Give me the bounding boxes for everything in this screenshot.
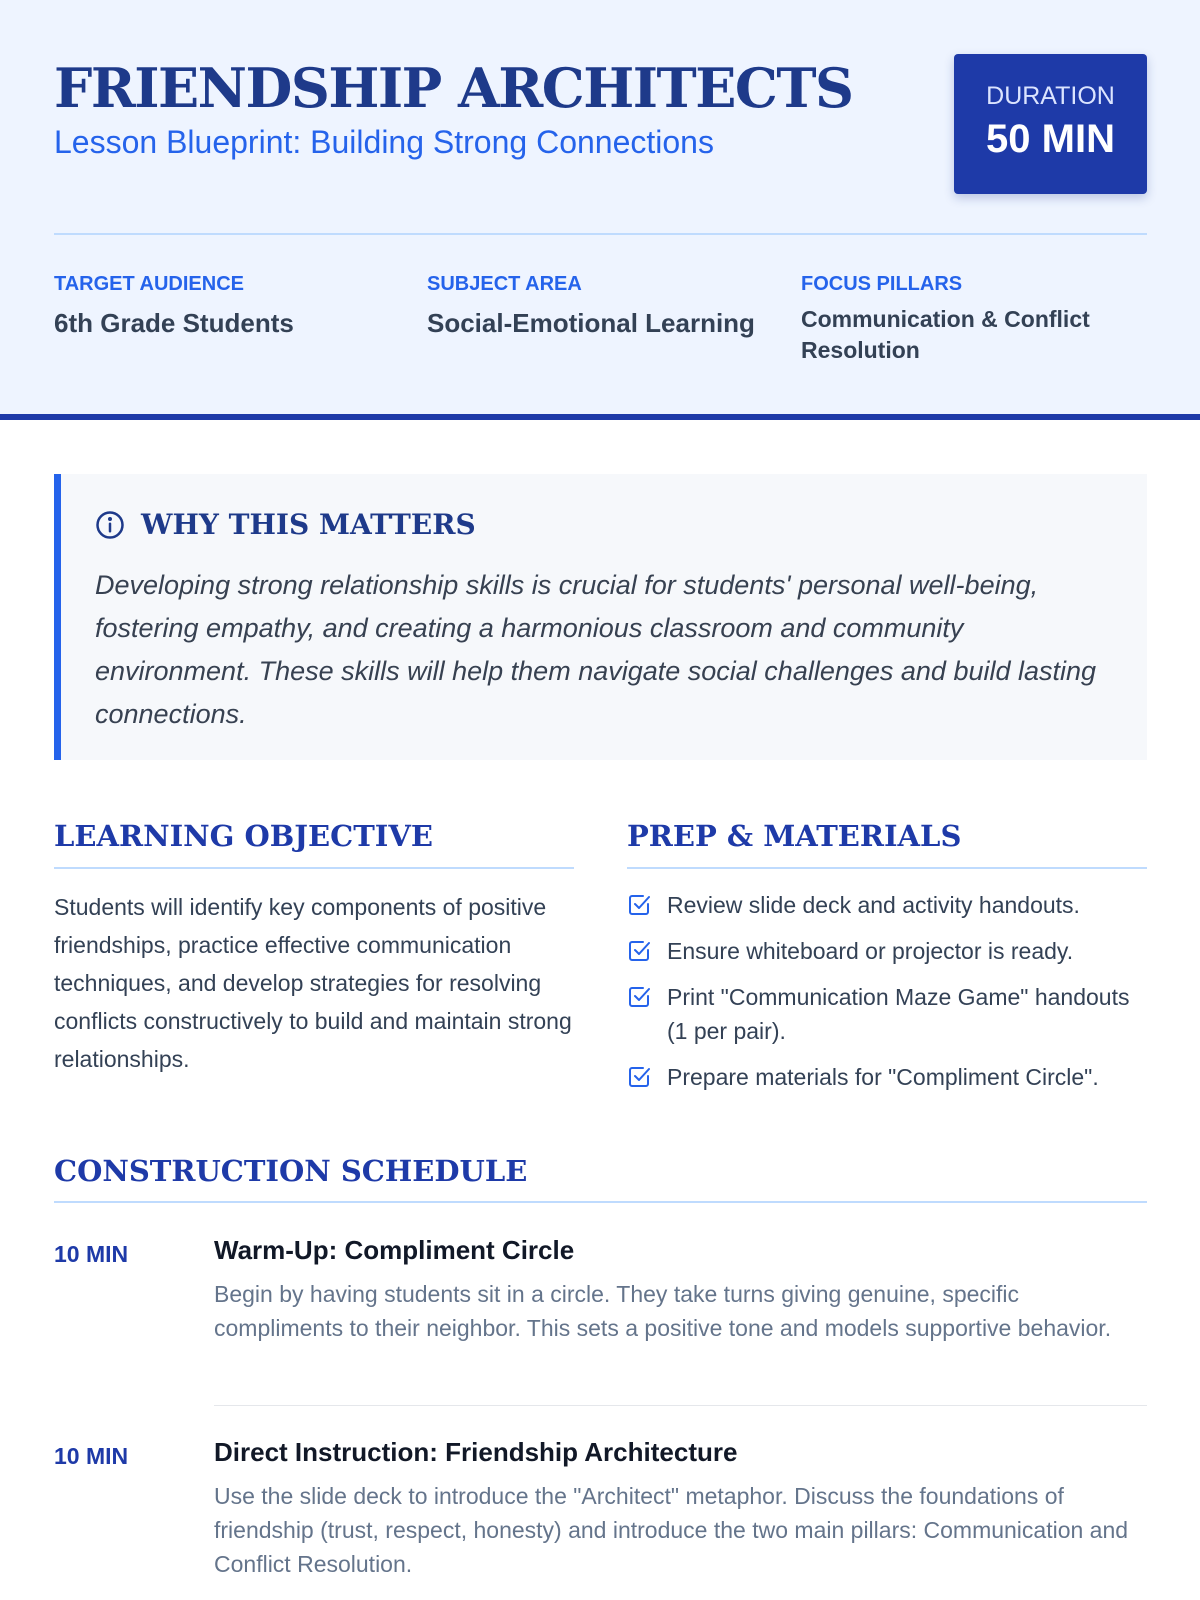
section-divider (54, 1201, 1147, 1203)
construction-schedule-heading: CONSTRUCTION SCHEDULE (54, 1154, 528, 1188)
why-heading (95, 508, 476, 541)
meta-label: FOCUS PILLARS (801, 273, 963, 295)
schedule-item (54, 1235, 1147, 1385)
schedule-time: 10 MIN (54, 1443, 129, 1469)
checkbox-checked-icon (627, 985, 651, 1009)
meta-value: 6th Grade Students (54, 308, 294, 338)
checklist-item (627, 1060, 1147, 1094)
meta-subject-area (427, 273, 777, 339)
why-text: Developing strong relationship skills is crucial for students' personal well-being, fostering empathy, and creating a harmonious classroom and community environment. These skills will help them navigate social challenges and build lasting connections. (95, 570, 1097, 729)
learning-objective-heading: LEARNING OBJECTIVE (54, 819, 433, 853)
checklist-item-text: Print "Communication Maze Game" handouts (1 per pair). (667, 984, 1130, 1044)
schedule-time: 10 MIN (54, 1241, 129, 1267)
meta-value: Communication & Conflict Resolution (801, 306, 1090, 363)
schedule-divider (214, 1405, 1147, 1406)
section-divider (627, 867, 1147, 869)
meta-value: Social-Emotional Learning (427, 308, 755, 338)
checklist-item (627, 934, 1147, 968)
duration-value: 50 MIN (986, 117, 1115, 161)
header-banner (0, 0, 1200, 420)
duration-badge (954, 54, 1147, 194)
meta-label: TARGET AUDIENCE (54, 273, 244, 295)
learning-objective-text: Students will identify key components of positive friendships, practice effective communication techniques, and develop strategies for resolving conflicts constructively to build and maintain strong relationships. (54, 894, 572, 1072)
why-this-matters-callout (54, 474, 1147, 760)
checkbox-checked-icon (627, 1065, 651, 1089)
schedule-item (54, 1437, 1147, 1587)
meta-label: SUBJECT AREA (427, 273, 582, 295)
page-title: FRIENDSHIP ARCHITECTS (54, 56, 853, 120)
meta-focus-pillars (801, 273, 1121, 366)
checklist-item-text: Review slide deck and activity handouts. (667, 892, 1080, 918)
checklist-item-text: Prepare materials for "Compliment Circle". (667, 1064, 1099, 1090)
checkbox-checked-icon (627, 939, 651, 963)
page-subtitle: Lesson Blueprint: Building Strong Connections (54, 124, 714, 160)
schedule-description: Begin by having students sit in a circle. They take turns giving genuine, specific compliments to their neighbor. This sets a positive tone and models supportive behavior. (214, 1281, 1112, 1341)
checklist-item (627, 980, 1147, 1048)
schedule-title: Warm-Up: Compliment Circle (214, 1235, 575, 1265)
schedule-description: Use the slide deck to introduce the "Architect" metaphor. Discuss the foundations of friendship (trust, respect, honesty) and introduce the two main pillars: Communication and Conflict Resolution. (214, 1483, 1129, 1577)
schedule-title: Direct Instruction: Friendship Architecture (214, 1437, 738, 1467)
prep-checklist (627, 888, 1147, 1106)
header-divider (54, 233, 1147, 235)
meta-target-audience (54, 273, 404, 339)
prep-materials-heading: PREP & MATERIALS (627, 819, 962, 853)
info-icon (95, 510, 125, 540)
checkbox-checked-icon (627, 893, 651, 917)
checklist-item-text: Ensure whiteboard or projector is ready. (667, 938, 1074, 964)
section-divider (54, 867, 574, 869)
why-title: WHY THIS MATTERS (141, 508, 476, 541)
duration-label: DURATION (986, 82, 1115, 110)
checklist-item (627, 888, 1147, 922)
